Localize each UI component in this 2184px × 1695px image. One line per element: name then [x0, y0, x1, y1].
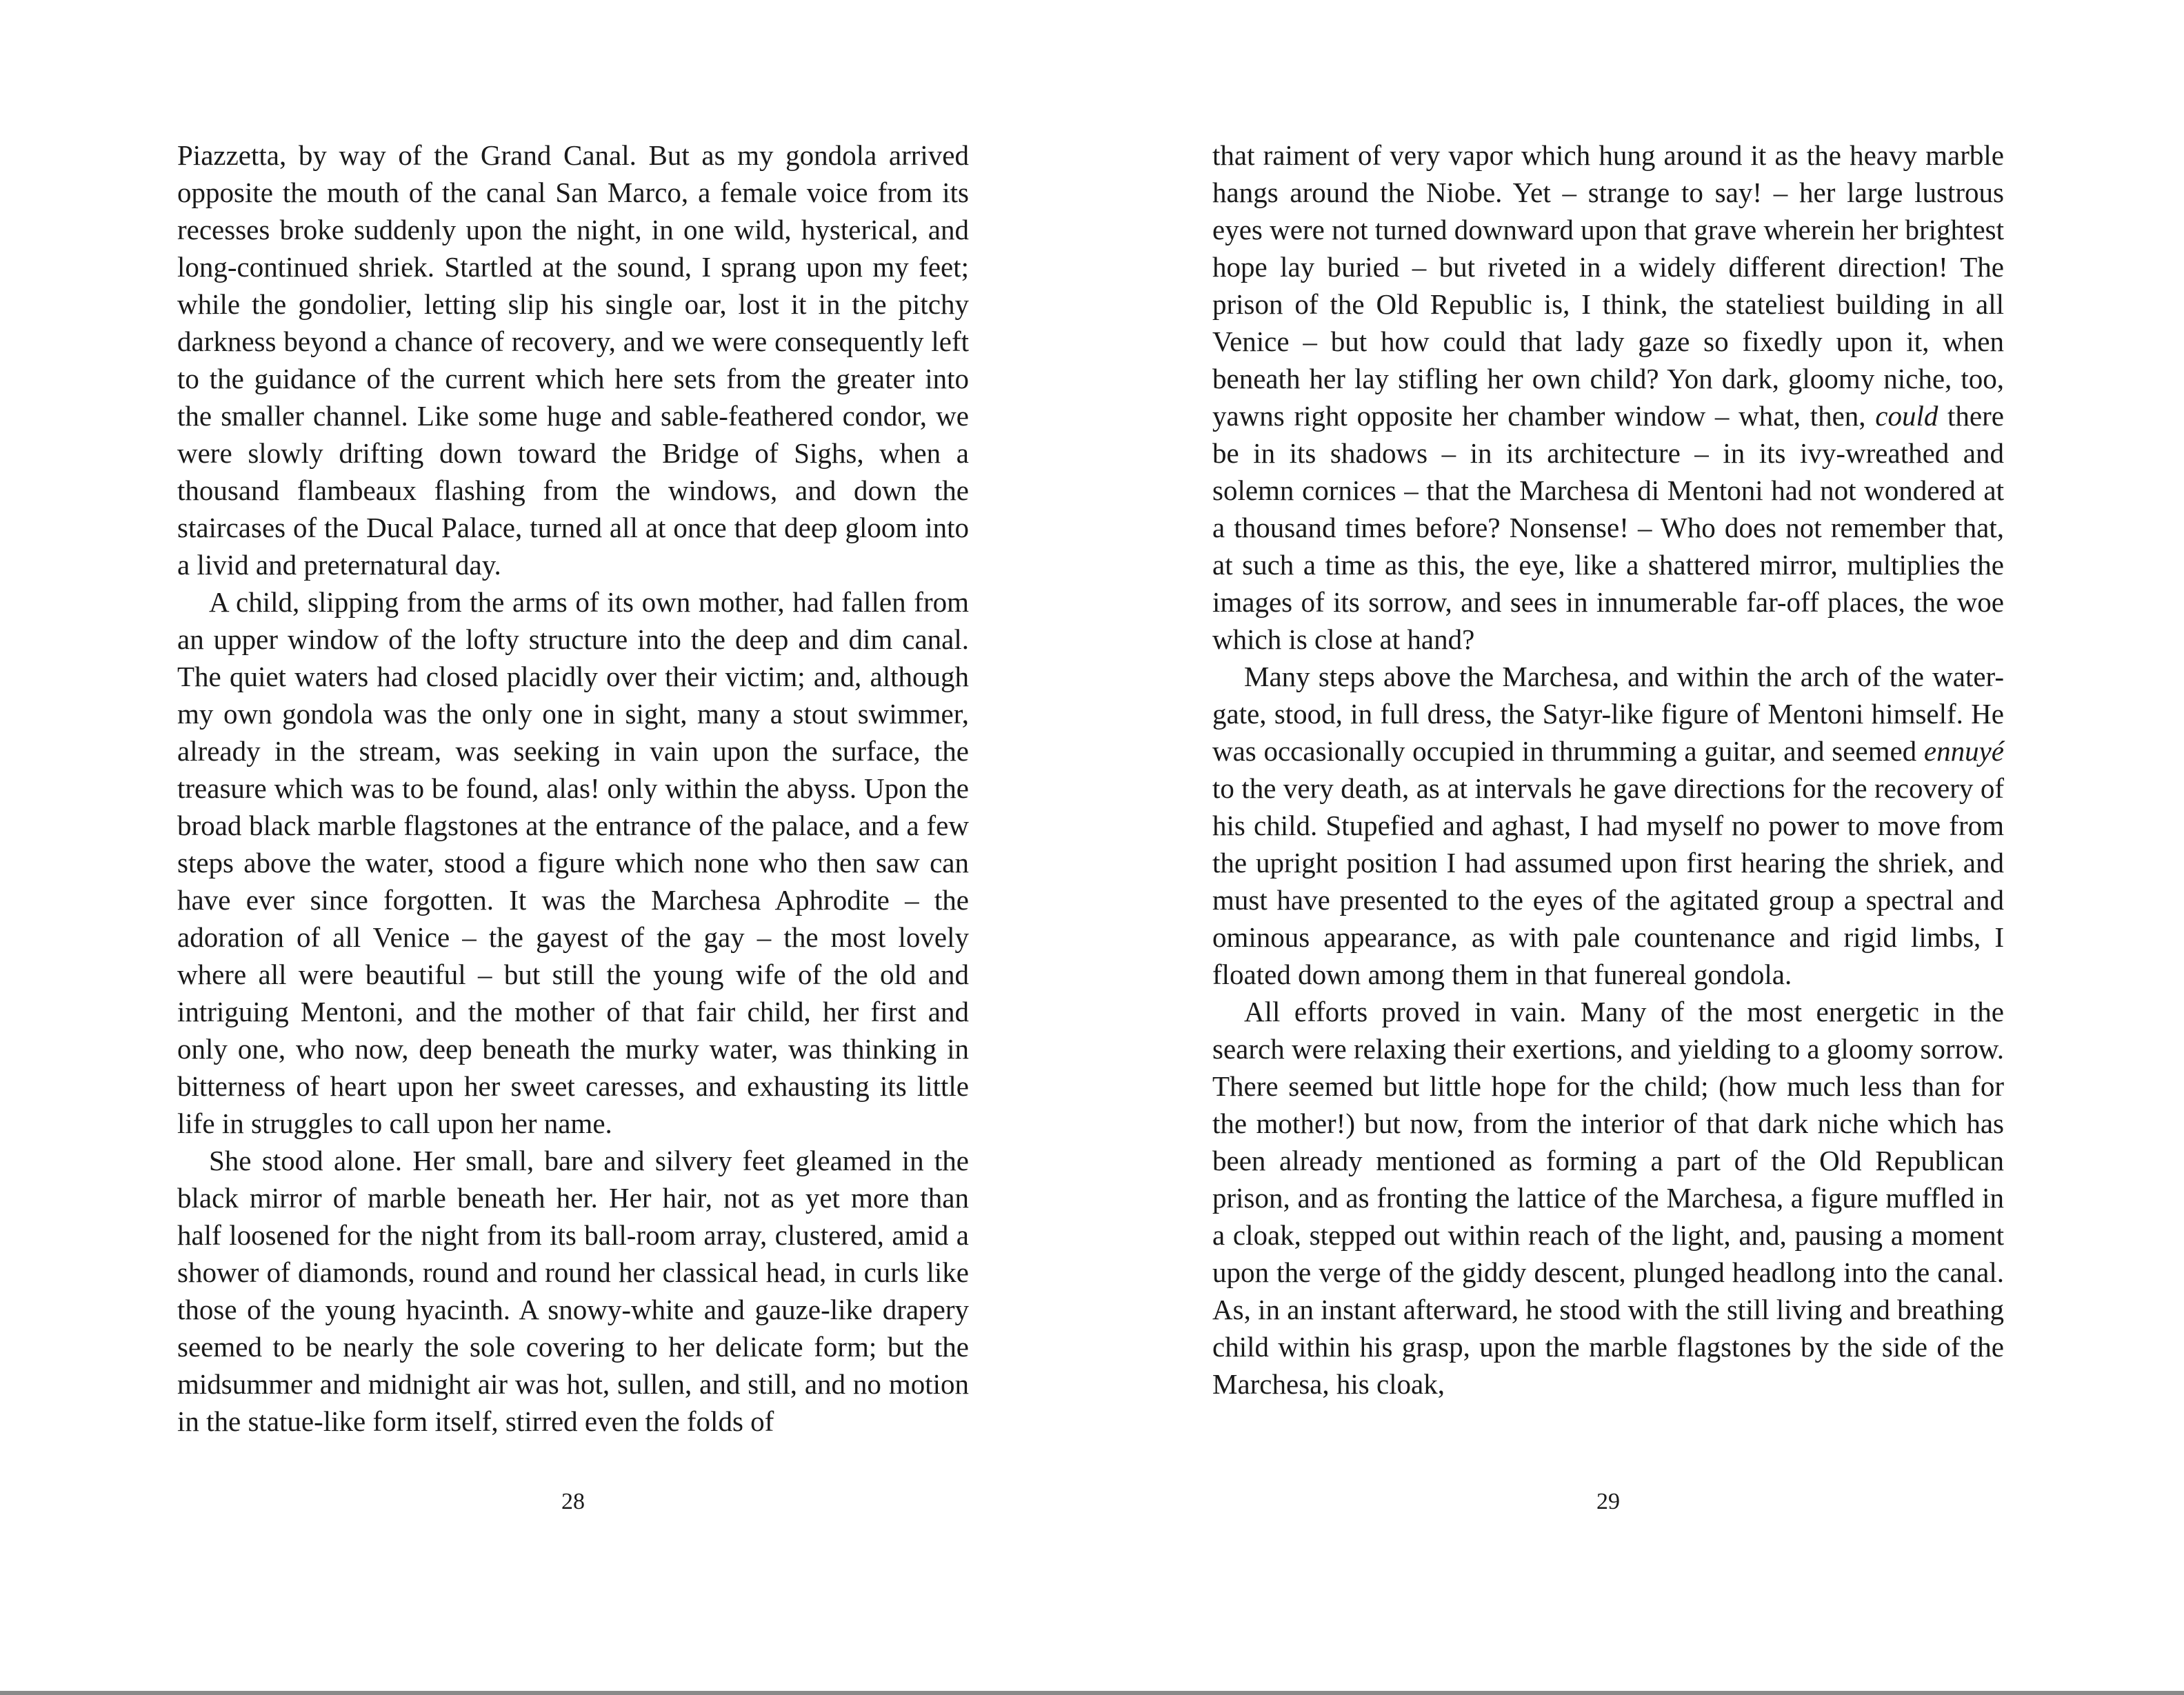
paragraph-text: there be in its shadows – in its architecture – in its ivy-wreathed and solemn cornices – that the Marchesa di Mentoni had not wondered at a thousand times before? Nonsense! – Who does not remember that, at such a time as this, the eye, like a shattered mirror, multiplies the images of its sorrow, and sees in innumerable far-off places, the woe which is close at hand? — [1212, 400, 2004, 655]
paragraph-text: to the very death, as at intervals he gave directions for the recovery of his child. Stupefied and aghast, I had myself no power to move from the upright position I had assumed upon first hearing the shriek, and must have presented to the eyes of the agitated group a spectral and ominous appearance, as with pale countenance and rigid limbs, I floated down among them in that funereal gondola. — [1212, 772, 2004, 990]
paragraph: A child, slipping from the arms of its own mother, had fallen from an upper window of the lofty structure into the deep and dim canal. The quiet waters had closed placidly over their victim; and, although my own gondola was the only one in sight, many a stout swimmer, already in the stream, was seeking in vain upon the surface, the treasure which was to be found, alas! only within the abyss. Upon the broad black marble flagstones at the entrance of the palace, and a few steps above the water, stood a figure which none who then saw can have ever since forgotten. It was the Marchesa Aphrodite – the adoration of all Venice – the gayest of the gay – the most lovely where all were beautiful – but still the young wife of the old and intriguing Mentoni, and the mother of that fair child, her first and only one, who now, deep beneath the murky water, was thinking in bitterness of heart upon her sweet caresses, and exhausting its little life in struggles to call upon her name. — [177, 586, 969, 1139]
italic-word: ennuyé — [1923, 735, 2004, 767]
paragraph-text: that raiment of very vapor which hung around it as the heavy marble hangs around the Niobe. Yet – strange to say! – her large lustrous eyes were not turned downward upon that grave wherein her brightest hope lay buried – but riveted in a widely different direction! The prison of the Old Republic is, I think, the stateliest building in all Venice – but how could that lady gaze so fixedly upon it, when beneath her lay stifling her own child? Yon dark, gloomy niche, too, yawns right opposite her chamber window – what, then, — [1212, 139, 2004, 432]
right-page-text — [1212, 137, 2004, 1403]
right-page — [1212, 137, 2004, 1514]
page-number: 29 — [1596, 1489, 1620, 1514]
paragraph: She stood alone. Her small, bare and silvery feet gleamed in the black mirror of marble beneath her. Her hair, not as yet more than half loosened for the night from its ball-room array, clustered, amid a shower of diamonds, round and round her classical head, in curls like those of the young hyacinth. A snowy-white and gauze-like drapery seemed to be nearly the sole covering to her delicate form; but the midsummer and midnight air was hot, sullen, and still, and no motion in the statue-like form itself, stirred even the folds of — [177, 1145, 969, 1437]
paragraph-text: Many steps above the Marchesa, and within the arch of the water-gate, stood, in full dress, the Satyr-like figure of Mentoni himself. He was occasionally occupied in thrumming a guitar, and seemed — [1212, 661, 2004, 767]
left-page-text — [177, 137, 969, 1440]
paragraph — [1212, 137, 2004, 658]
paragraph: All efforts proved in vain. Many of the most energetic in the search were relaxing their exertions, and yielding to a gloomy sorrow. There seemed but little hope for the child; (how much less than for the mother!) but now, from the interior of that dark niche which has been already mentioned as forming a part of the Old Republican prison, and as fronting the lattice of the Marchesa, a figure muffled in a cloak, stepped out within reach of the light, and, pausing a moment upon the verge of the giddy descent, plunged headlong into the canal. As, in an instant afterward, he stood with the still living and breathing child within his grasp, upon the marble flagstones by the side of the Marchesa, his cloak, — [1212, 996, 2004, 1400]
page-number: 28 — [561, 1489, 585, 1514]
paragraph — [1212, 658, 2004, 993]
italic-word: could — [1875, 400, 1938, 432]
paragraph: Piazzetta, by way of the Grand Canal. But as my gondola arrived opposite the mouth of the canal San Marco, a female voice from its recesses broke suddenly upon the night, in one wild, hysterical, and long-continued shriek. Startled at the sound, I sprang upon my feet; while the gondolier, letting slip his single oar, lost it in the pitchy darkness beyond a chance of recovery, and we were consequently left to the guidance of the current which here sets from the greater into the smaller channel. Like some huge and sable-feathered condor, we were slowly drifting down toward the Bridge of Sighs, when a thousand flambeaux flashing from the windows, and down the staircases of the Ducal Palace, turned all at once that deep gloom into a livid and preternatural day. — [177, 139, 969, 581]
left-page — [177, 137, 969, 1514]
bottom-edge-line — [0, 1691, 2184, 1695]
